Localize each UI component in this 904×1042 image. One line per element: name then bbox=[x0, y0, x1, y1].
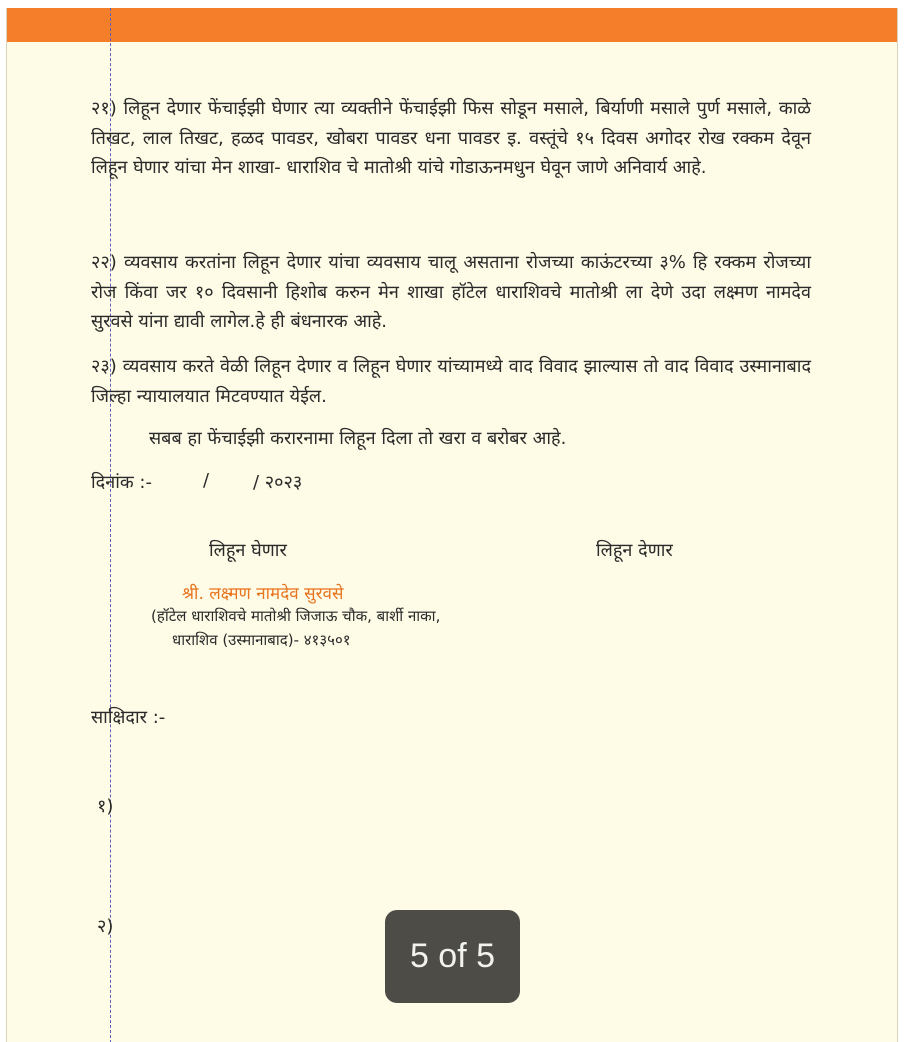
closing-statement: सबब हा फेंचाईझी करारनामा लिहून दिला तो खरा व बरोबर आहे. bbox=[149, 428, 567, 449]
clause-23: २३) व्यवसाय करते वेळी लिहून देणार व लिहून घेणार यांच्यामध्ये वाद विवाद झाल्यास तो वाद विवाद उस्मानाबाद जिल्हा न्यायालयात मिटवण्यात येईल. bbox=[91, 356, 811, 407]
clause-21: २१) लिहून देणार फेंचाईझी घेणार त्या व्यक्तीने फेंचाईझी फिस सोडून मसाले, बिर्याणी मसाले पुर्ण मसाले, काळे तिखट, लाल तिखट, हळद पावडर, खोबरा पावडर धना पावडर इ. वस्तूंचे १५ दिवस अगोदर रोख रक्कम देवून लिहून घेणार यांचा मेन शाखा- धाराशिव चे मातोश्री यांचे गोडाऊनमधुन घेवून जाणे अनिवार्य आहे. bbox=[91, 98, 811, 178]
date-label: दिनांक :- bbox=[91, 472, 152, 493]
signer-address-line2: धाराशिव (उस्मानाबाद)- ४१३५०१ bbox=[172, 631, 351, 649]
date-year: / २०२३ bbox=[253, 472, 303, 493]
party-giver-label: लिहून देणार bbox=[596, 540, 673, 561]
party-receiver-label: लिहून घेणार bbox=[209, 540, 287, 561]
clause-22: २२) व्यवसाय करतांना लिहून देणार यांचा व्यवसाय चालू असताना रोजच्या काऊंटरच्या ३% हि रक्कम रोजच्या रोज किंवा जर १० दिवसानी हिशोब करुन मेन शाखा हॉटेल धाराशिवचे मातोश्री ला देणे उदा लक्ष्मण नामदेव सुरवसे यांना द्यावी लागेल.हे ही बंधनारक आहे. bbox=[91, 252, 811, 332]
witness-2-number: २) bbox=[97, 916, 114, 937]
witness-label: साक्षिदार :- bbox=[91, 707, 166, 728]
signer-address-line1: (हॉटेल धाराशिवचे मातोश्री जिजाऊ चौक, बार्शी नाका, bbox=[151, 607, 441, 625]
date-slash: / bbox=[203, 470, 210, 491]
signer-name: श्री. लक्ष्मण नामदेव सुरवसे bbox=[182, 584, 344, 604]
page-indicator: 5 of 5 bbox=[385, 910, 520, 1003]
page-header-band bbox=[7, 8, 897, 42]
document-page bbox=[6, 8, 898, 1042]
witness-1-number: १) bbox=[97, 796, 114, 817]
